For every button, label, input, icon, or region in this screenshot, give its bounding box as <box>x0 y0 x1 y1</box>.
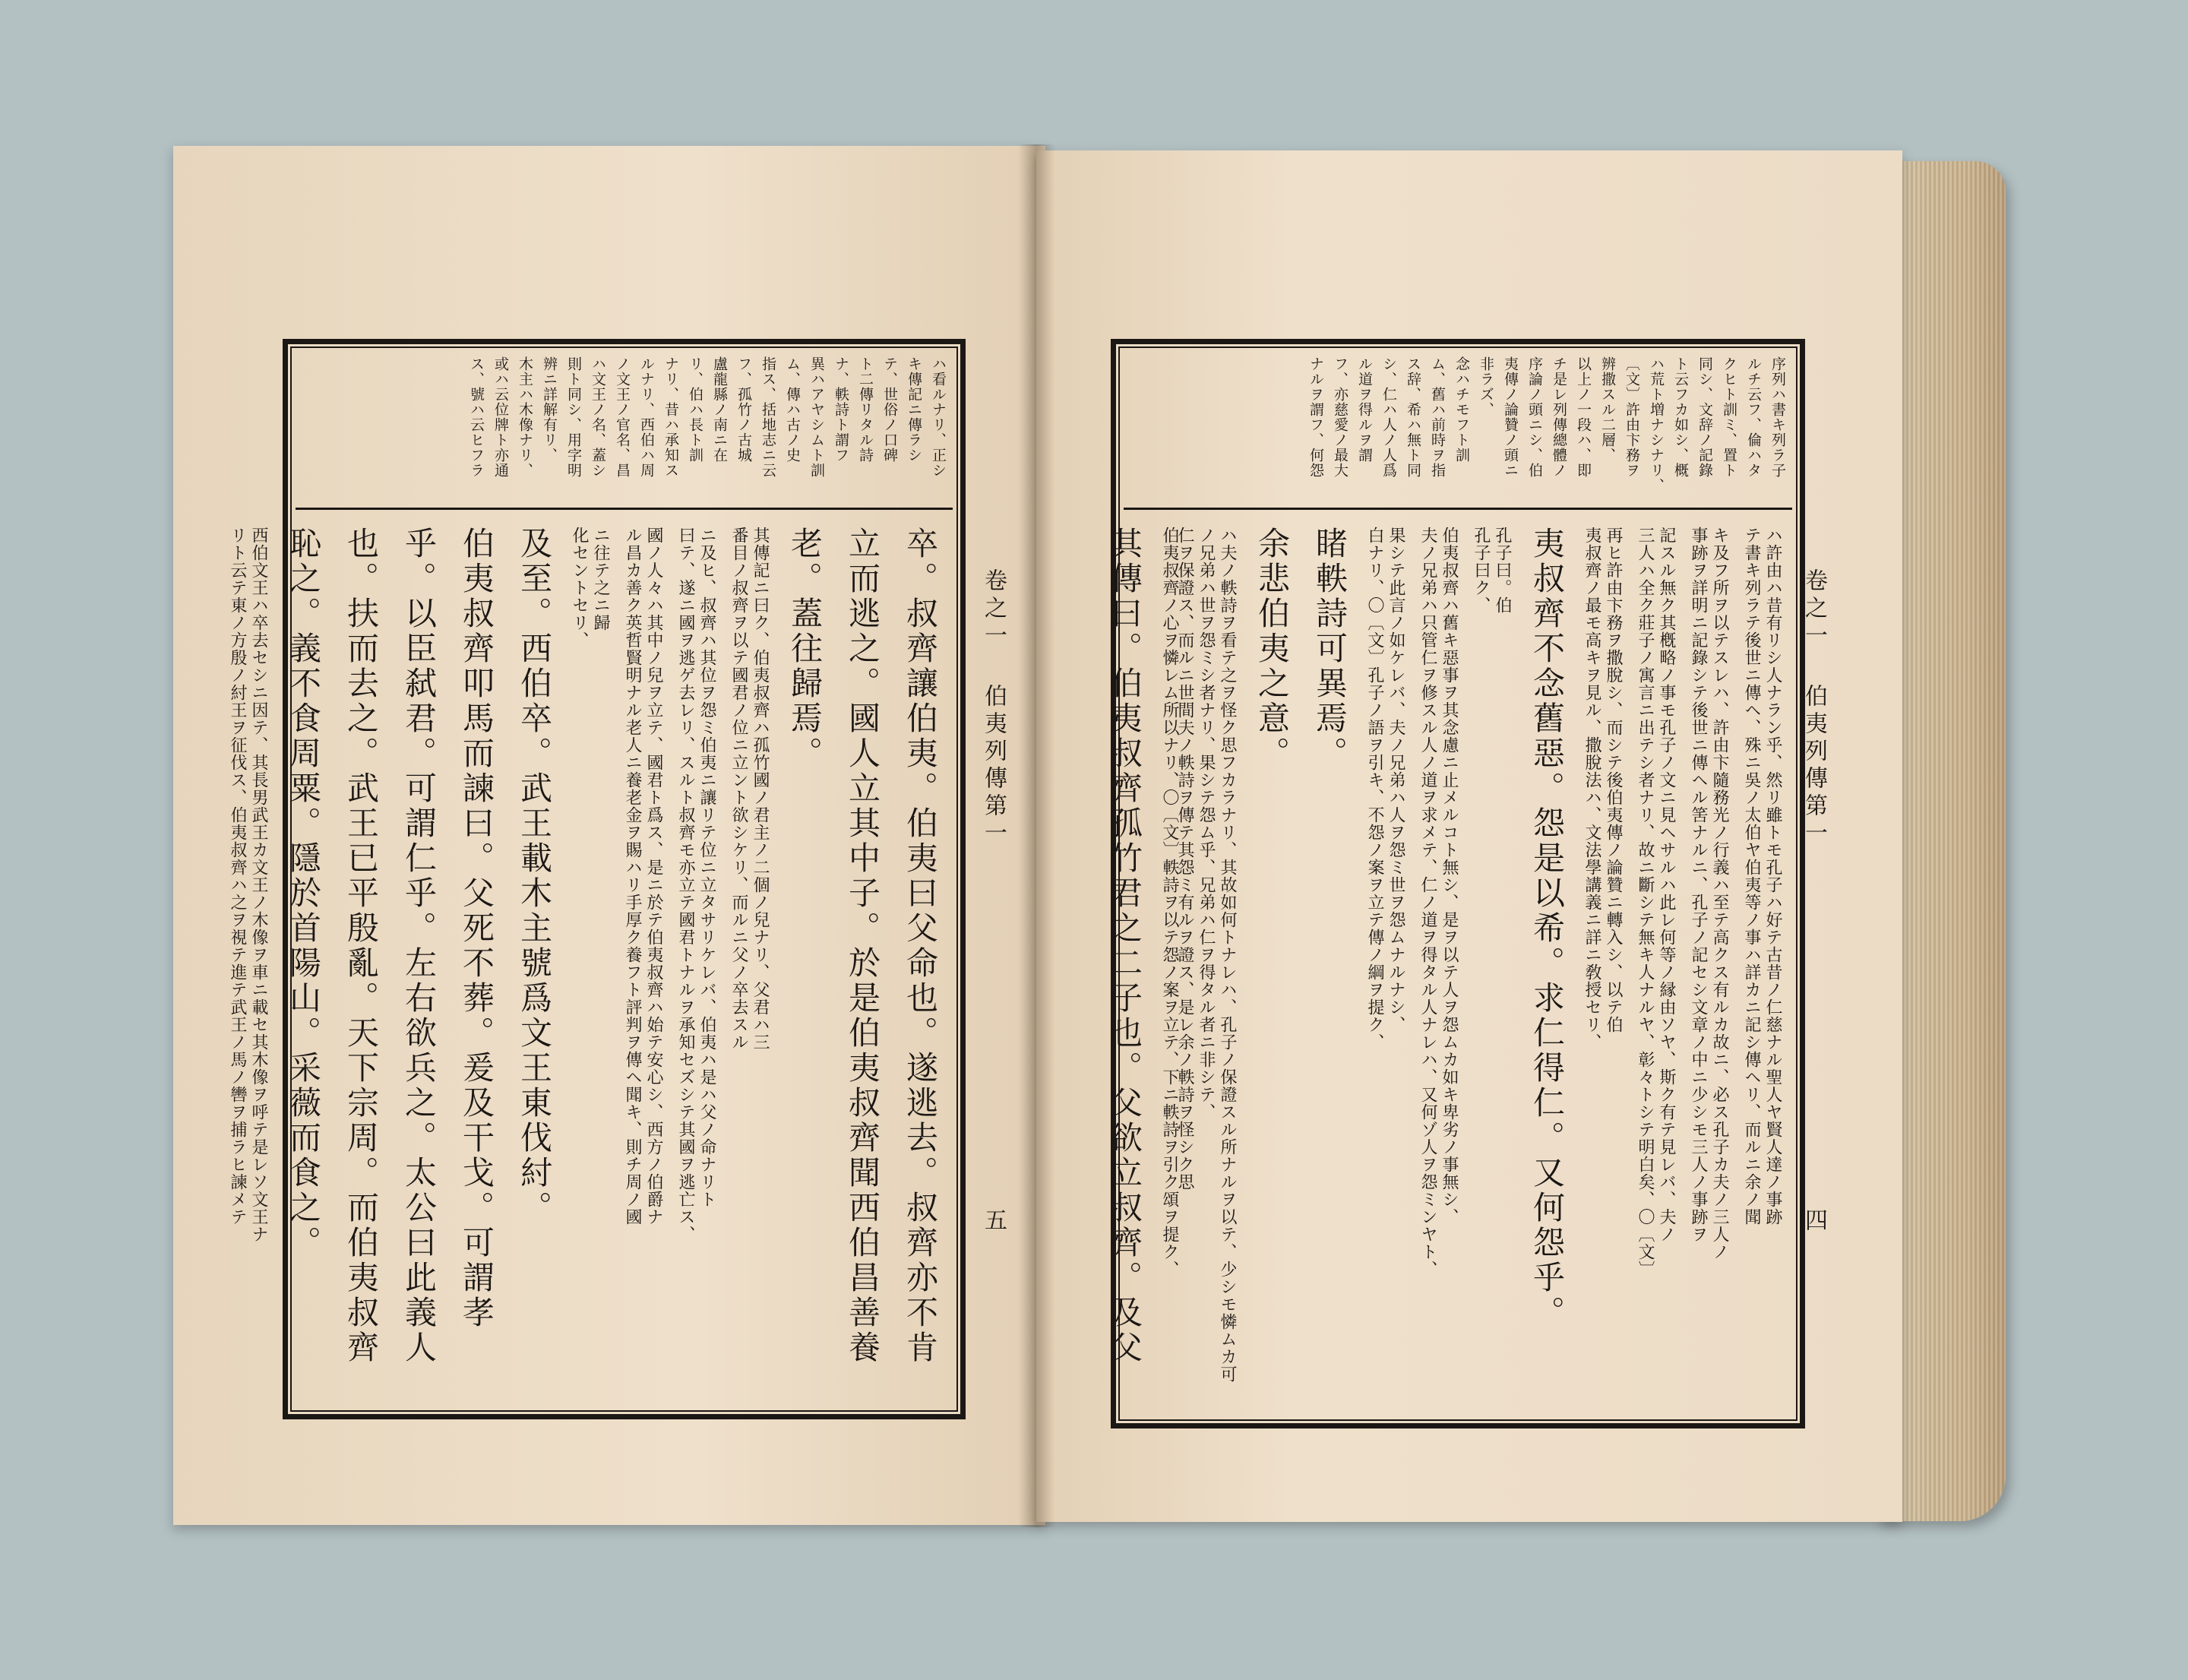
annotation-line: 記スル無ク其槪略ノ事モ孔子ノ文ニ見ヘサルハ此レ何等ノ縁由ソヤ、斯ク有テ見レバ、夫ノ <box>1657 527 1676 1243</box>
head-note: ハ文王ノ名、蓋シ <box>590 356 606 478</box>
head-note: テ、世俗ノ口碑 <box>881 356 898 463</box>
head-note: 辨ニ詳解有リ、 <box>541 356 558 463</box>
left-head-notes <box>296 352 953 510</box>
annotation-column <box>1364 527 1406 1402</box>
annotation-column <box>1741 527 1783 1402</box>
main-text-column: 其傳曰。伯夷叔齊孤竹君之二子也。父欲立叔齊。及父 <box>1106 527 1143 1365</box>
main-text-column: 乎。以臣弑君。可謂仁乎。左右欲兵之。太公曰此義人 <box>400 527 438 1365</box>
annotation-line: 果シテ此言ノ如ケレバ、夫ノ兄弟ハ人ヲ怨ミ世ヲ怨ムナルナシ、 <box>1386 527 1405 1033</box>
right-body-text <box>1106 513 1792 1416</box>
head-note: キ傳記ニ傳ラシ <box>906 356 922 463</box>
head-note: ハ荒ト増ナシナリ、 <box>1648 356 1665 493</box>
annotation-line: 三人ハ全ク莊子ノ寓言ニ出テシ者ナリ、故ニ斷シテ無キ人ナルヤ、彰々トシテ明白矣、〇〔文〕 <box>1636 527 1655 1278</box>
annotation-line: 伯夷叔齊ハ舊キ惡事ヲ其念慮ニ止メルコト無シ、是ヲ以テ人ヲ怨ムカ如キ卑劣ノ事無シ、 <box>1440 527 1459 1226</box>
annotation-line: 西伯文王ハ卒去セシニ因テ、其長男武王カ文王ノ木像ヲ車ニ載セ其木像ヲ呼テ是レソ文王ナ <box>249 527 268 1243</box>
right-folio: 四 <box>1801 1208 1827 1231</box>
annotation-column <box>1417 527 1459 1402</box>
annotation-line: ハ許由ハ昔有リシ人ナラン乎、然リ雖トモ孔子ハ好テ古昔ノ仁慈ナル聖人ヤ賢人達ノ事跡 <box>1763 527 1782 1226</box>
head-note: 或ハ云位牌ト亦通 <box>492 356 509 478</box>
annotation-column <box>568 527 611 1393</box>
head-note: フ、孤竹ノ古城 <box>735 356 752 463</box>
head-note: 則ト同シ、用字明 <box>565 356 582 478</box>
head-note: ナリ、昔ハ承知ス <box>662 356 679 478</box>
annotation-line: 夷叔齊ノ最モ高キヲ見ル、撒脫法ハ、文法學講義ニ詳ニ敎授セリ、 <box>1583 527 1601 1051</box>
annotation-column <box>1470 527 1513 1402</box>
right-running-head-vol: 卷之一 <box>1801 568 1827 650</box>
main-text-column: 伯夷叔齊叩馬而諫曰。父死不葬。爰及干戈。可謂孝 <box>458 527 495 1330</box>
main-text-column: 睹軼詩可異焉。 <box>1311 527 1349 771</box>
annotation-line: ノ兄弟ハ世ヲ怨ミシ者ナリ、果シテ怨ム乎、兄弟ハ仁ヲ得タル者ニ非シテ、 <box>1197 527 1216 1121</box>
left-text-frame <box>228 339 966 1419</box>
left-running-head-vol: 卷之一 <box>980 568 1007 650</box>
annotation-column <box>1581 527 1624 1402</box>
annotation-line: ニ及ヒ、叔齊ハ其位ヲ怨ミ伯夷ニ讓リテ位ニ立タサリケレバ、伯夷ハ是ハ父ノ命ナリト <box>697 527 716 1208</box>
annotation-line: 白ナリ、〇〔文〕孔子ノ語ヲ引キ、不怨ノ案ヲ立テ傳ノ綱ヲ提ク、 <box>1365 527 1384 1051</box>
annotation-line: 番目ノ叔齊ヲ以テ國君ノ位ニ立ント欲シケリ、而ルニ父ノ卒去スル <box>729 527 748 1051</box>
head-note: 念ハチモフト訓 <box>1453 356 1470 463</box>
main-text-column: 恥之。義不食周粟。隱於首陽山。采薇而食之。 <box>285 527 322 1261</box>
annotation-line: 再ヒ許由卞務ヲ撒脫シ、而シテ後伯夷傳ノ論贊ニ轉入シ、以テ伯 <box>1604 527 1623 1033</box>
main-text-column: 老。蓋往歸焉。 <box>786 527 824 771</box>
head-note: 同シ、文辞ノ記錄 <box>1696 356 1713 478</box>
head-note: 盧龍縣ノ南ニ在 <box>711 356 728 463</box>
main-text-column: 也。扶而去之。武王已平殷亂。天下宗周。而伯夷叔齊 <box>343 527 380 1365</box>
annotation-column <box>675 527 717 1393</box>
head-note: リ、伯ハ長ト訓 <box>687 356 704 463</box>
head-note: ム、舊ハ前時ヲ指 <box>1429 356 1446 478</box>
annotation-column <box>226 527 269 1393</box>
left-body-text <box>228 513 953 1406</box>
annotation-line: 事跡ヲ詳明ニ記錄シテ後世ニ傳ヘル筈ナルニ、孔子ノ記セシ文章ノ中ニ少シモ三人ノ事跡ヲ <box>1689 527 1708 1243</box>
annotation-line: 仁ヲ保證ス、而ルニ世間夫ノ軼詩ヲ傳テ其怨ミ有ルヲ證ス、是レ余ノ軼詩ヲ怪シク思 <box>1175 527 1194 1191</box>
head-note: ス辞、希ハ無ト同 <box>1405 356 1421 478</box>
head-note: ト云フカ如シ、概 <box>1672 356 1689 478</box>
annotation-line: 伯夷叔齊ノ心ヲ憐レム所以ナリ、〇〔文〕軼詩ヲ以テ怨ノ案ヲ立テ、下ニ軼詩ヲ引ク頌ヲ提ク、 <box>1160 527 1179 1278</box>
head-note: 非ラズ、 <box>1478 356 1494 417</box>
annotation-line: 國ノ人々ハ其中ノ兒ヲ立テ、國君ト爲ス、是ニ於テ伯夷叔齊ハ始テ安心シ、西方ノ伯爵ナ <box>644 527 663 1226</box>
head-note: 序論ノ頭ニシ、伯 <box>1526 356 1543 478</box>
annotation-line: 夫ノ兄弟ハ只管仁ヲ修スル人ノ道ヲ求メテ、仁ノ道ヲ得タル人ナレハ、又何ゾ人ヲ怨ミンヤト、 <box>1418 527 1437 1278</box>
head-note: チ是レ列傳總體ノ <box>1551 356 1567 478</box>
head-note: 以上ノ一段ハ、即 <box>1575 356 1592 478</box>
head-note: ト二傳リタル詩 <box>857 356 874 463</box>
right-running-head-title: 伯夷列傳第一 <box>1801 684 1827 848</box>
annotation-column <box>1634 527 1677 1402</box>
annotation-line: キ及フ所ヲ以テスレハ、許由卞隨務光ノ行義ハ至テ高クス有ルカ故ニ、必ス孔子カ夫ノ三人ノ <box>1710 527 1729 1261</box>
annotation-column <box>1687 527 1730 1402</box>
main-text-column: 立而逃之。國人立其中子。於是伯夷叔齊聞西伯昌善養 <box>844 527 881 1365</box>
annotation-line: ニ往テ之ニ歸 <box>591 527 610 631</box>
annotation-line: リト云テ東ノ方殷ノ紂王ヲ征伐ス、伯夷叔齊ハ之ヲ視テ進テ武王ノ馬ノ轡ヲ捕ラヒ諫メテ <box>228 527 247 1226</box>
head-note: ルチ云フ、倫ハタ <box>1745 356 1762 478</box>
head-note: ム、傳ハ古ノ史 <box>784 356 801 463</box>
right-head-notes <box>1124 352 1792 510</box>
head-note: 指ス、括地志ニ云 <box>760 356 776 478</box>
left-folio: 五 <box>980 1208 1007 1231</box>
head-note: 〔文〕許由卞務ヲ <box>1624 356 1640 478</box>
head-note: ナ、軼詩ト謂フ <box>833 356 849 463</box>
head-note: ハ看ルナリ、正シ <box>930 356 947 478</box>
head-note: クヒト訓ミ、置ト <box>1721 356 1737 478</box>
annotation-line: 化セントセリ、 <box>570 527 589 649</box>
book-gutter <box>1018 144 1054 1527</box>
annotation-line: 孔子曰。伯 <box>1493 527 1512 614</box>
main-text-column: 及至。西伯卒。武王載木主號爲文王東伐紂。 <box>516 527 553 1226</box>
main-text-column: 夷叔齊不念舊惡。怨是以希。求仁得仁。又何怨乎。 <box>1529 527 1566 1330</box>
annotation-line: ハ夫ノ軼詩ヲ看テ之ヲ怪ク思フカラナリ、其故如何トナレハ、孔子ノ保證スル所ナルヲ以テ、少シモ憐ムカ可 <box>1218 527 1237 1383</box>
head-note: 辨撒スル二層、 <box>1599 356 1616 463</box>
annotation-line: 曰テ、遂ニ國ヲ逃ゲ去レリ、スルト叔齊モ亦立テ國君トナルヲ承知セズシテ其國ヲ逃亡ス、 <box>676 527 695 1243</box>
main-text-column: 卒。叔齊讓伯夷。伯夷曰父命也。遂逃去。叔齊亦不肯 <box>902 527 939 1365</box>
left-running-head-title: 伯夷列傳第一 <box>980 684 1007 848</box>
head-note: シ、仁ハ人ノ人爲 <box>1380 356 1397 478</box>
head-note: ル道ヲ得ルヲ謂 <box>1356 356 1373 463</box>
head-note: 序列ハ書キ列ラ子 <box>1769 356 1786 478</box>
annotation-line: 其傳記ニ曰ク、伯夷叔齊ハ孤竹國ノ君主ノ二個ノ兒ナリ、父君ハ三 <box>751 527 770 1051</box>
annotation-column <box>728 527 770 1393</box>
annotation-line: テ書キ列ラテ後世ニ傳ヘ、殊ニ吳ノ太伯ヤ伯夷等ノ事ハ詳カニ記シ傳ヘリ、而ルニ余ノ聞 <box>1742 527 1761 1226</box>
annotation-column <box>1175 527 1238 1402</box>
head-note: フ、亦慈愛ノ最大 <box>1332 356 1349 478</box>
head-note: ノ文王ノ官名、昌 <box>614 356 631 478</box>
head-note: 夷傳ノ論贊ノ頭ニ <box>1502 356 1519 478</box>
annotation-line: ル昌カ善ク英哲賢明ナル老人ニ養老金ヲ賜ハリ手厚ク養フト評判ヲ傳ヘ聞キ、則チ周ノ國 <box>623 527 642 1226</box>
head-note: ルナリ、西伯ハ周 <box>638 356 655 478</box>
main-text-column: 余悲伯夷之意。 <box>1254 527 1291 771</box>
head-note: ナルヲ謂フ、何怨 <box>1307 356 1324 478</box>
right-text-frame <box>1106 339 1805 1428</box>
annotation-line: 孔子曰ク、 <box>1472 527 1491 614</box>
annotation-column <box>621 527 664 1393</box>
head-note: 木主ハ木像ナリ、 <box>517 356 533 478</box>
head-note: 異ハアヤシムト訓 <box>808 356 825 478</box>
head-note: ス、號ハ云ヒフラ <box>468 356 485 478</box>
